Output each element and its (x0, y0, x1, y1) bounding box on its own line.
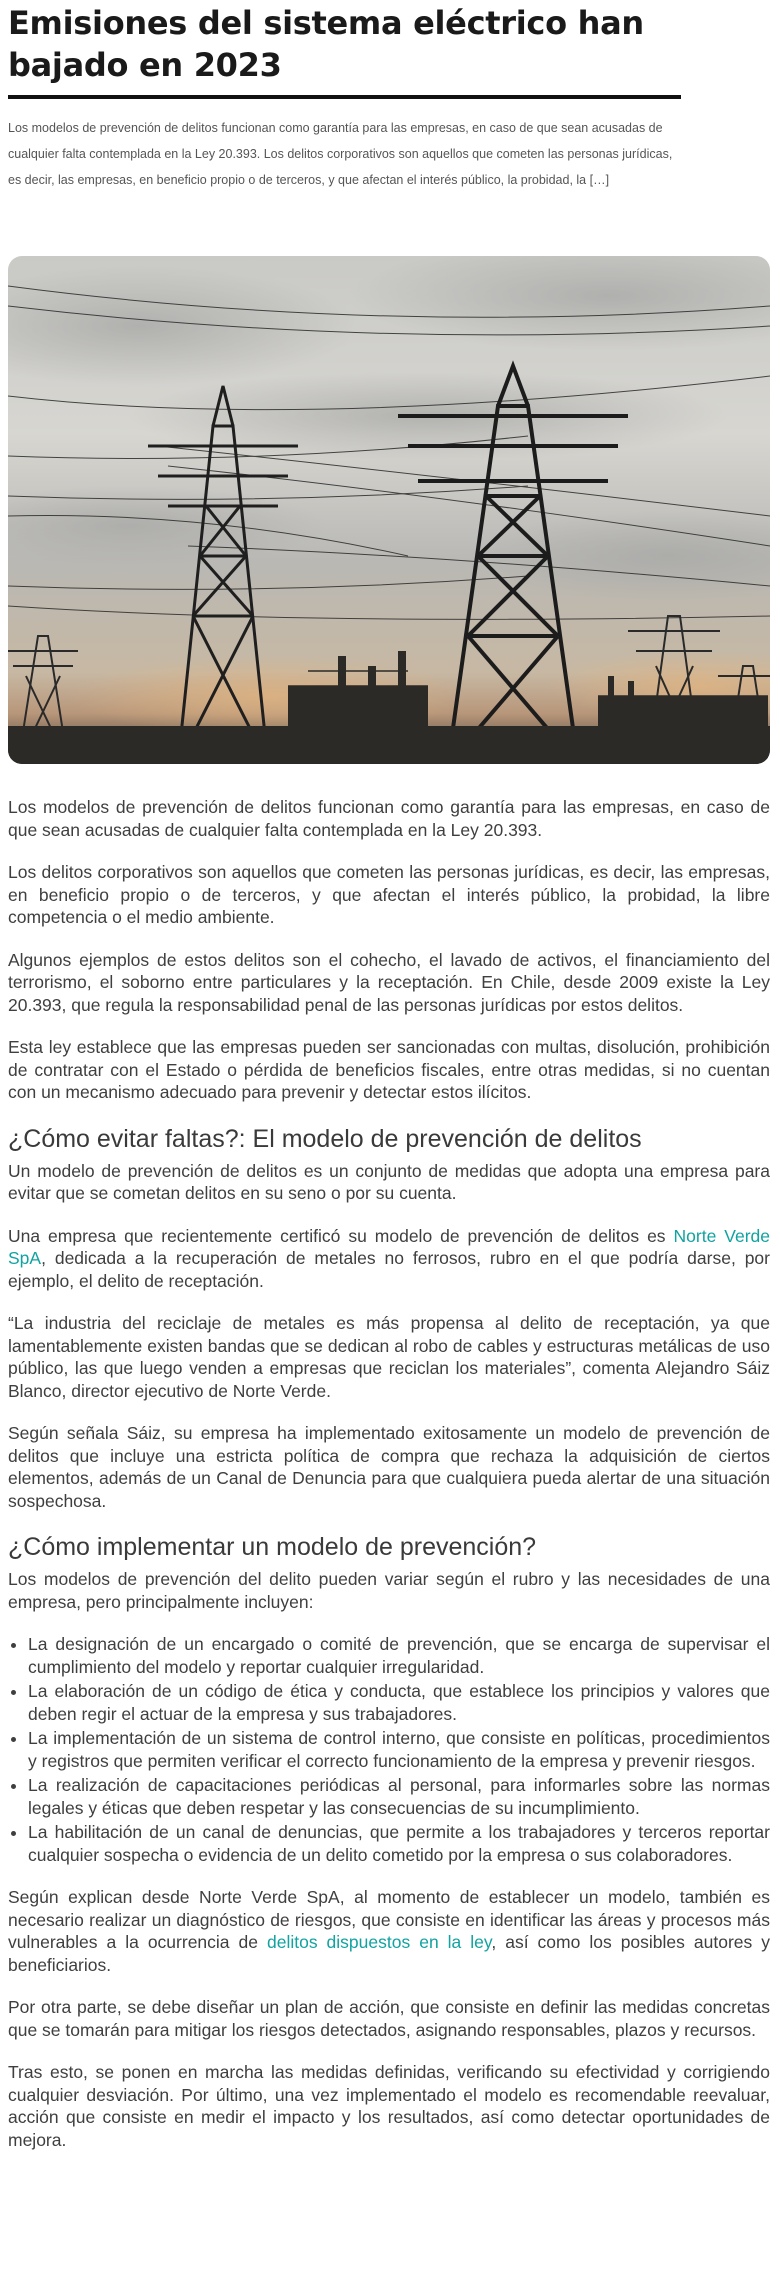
measures-list (8, 1633, 770, 1866)
article-body (8, 796, 770, 2171)
paragraph: Esta ley establece que las empresas pueden ser sancionadas con multas, disolución, prohibición de contratar con el Estado o pérdida de beneficios fiscales, entre otras medidas, si no cuentan con un mecanismo adecuado para prevenir y detectar estos ilícitos. (8, 1037, 770, 1102)
paragraph: Los modelos de prevención del delito pueden variar según el rubro y las necesidades de una empresa, pero principalmente incluyen: (8, 1569, 770, 1612)
paragraph: Un modelo de prevención de delitos es un conjunto de medidas que adopta una empresa para evitar que se cometan delitos en su seno o por su cuenta. (8, 1160, 770, 1203)
list-item: • La implementación de un sistema de control interno, que consiste en políticas, procedimientos y registros que permiten verificar el correcto funcionamiento de la empresa y prevenir riesgos. (28, 1727, 770, 1772)
quote-paragraph: “La industria del reciclaje de metales es más propensa al delito de receptación, ya que lamentablemente existen bandas que se dedican al robo de cables y estructuras metálicas de uso público, las que luego venden a empresas que reciclan los materiales”, comenta Alejandro Sáiz Blanco, director ejecutivo de Norte Verde. (8, 1313, 770, 1401)
paragraph-text: Una empresa que recientemente certificó su modelo de prevención de delitos es (8, 1225, 674, 1246)
hero-image (8, 256, 770, 764)
delitos-ley-link[interactable]: delitos dispuestos en la ley (266, 1932, 492, 1952)
list-item: • La elaboración de un código de ética y conducta, que establece los principios y valores que deben regir el actuar de la empresa y sus trabajadores. (28, 1680, 770, 1725)
paragraph-text: , así como los posibles autores y beneficiarios. (8, 1932, 770, 1975)
norte-verde-link[interactable]: Norte Verde SpA (8, 1225, 770, 1268)
list-item: • La habilitación de un canal de denuncias, que permite a los trabajadores y terceros reportar cualquier sospecha o evidencia de un delito cometido por la empresa o sus colaboradores. (28, 1821, 770, 1866)
article-title: Emisiones del sistema eléctrico han bajado en 2023 (8, 4, 644, 84)
paragraph: Los delitos corporativos son aquellos que cometen las personas jurídicas, es decir, las empresas, en beneficio propio o de terceros, y que afectan el interés público, la probidad, la libre competencia o el medio ambiente. (8, 862, 770, 927)
paragraph (8, 1225, 770, 1293)
article (8, 0, 770, 2150)
title-divider (8, 95, 681, 99)
list-item: • La designación de un encargado o comité de prevención, que se encarga de supervisar el cumplimiento del modelo y reportar cualquier irregularidad. (28, 1633, 770, 1678)
section-heading: ¿Cómo implementar un modelo de prevención? (8, 1533, 537, 1561)
paragraph (8, 1886, 770, 1976)
paragraph: Algunos ejemplos de estos delitos son el cohecho, el lavado de activos, el financiamiento del terrorismo, el soborno entre particulares y la receptación. En Chile, desde 2009 existe la Ley 20.393, que regula la responsabilidad penal de las personas jurídicas por estos delitos. (8, 949, 770, 1015)
paragraph: Según señala Sáiz, su empresa ha implementado exitosamente un modelo de prevención de delitos que incluye una estricta política de compra que rechaza la adquisición de ciertos elementos, además de un Canal de Denuncia para que cualquiera pueda alertar de una situación sospechosa. (8, 1423, 770, 1511)
section-heading: ¿Cómo evitar faltas?: El modelo de prevención de delitos (8, 1124, 642, 1153)
article-excerpt: Los modelos de prevención de delitos funcionan como garantía para las empresas, en caso de que sean acusadas de cualquier falta contemplada en la Ley 20.393. Los delitos corporativos son aquellos que cometen las personas jurídicas, es decir, las empresas, en beneficio propio o de terceros, y que afectan el interés público, la probidad, la […] (8, 121, 673, 187)
paragraph: Los modelos de prevención de delitos funcionan como garantía para las empresas, en caso de que sean acusadas de cualquier falta contemplada en la Ley 20.393. (8, 797, 770, 840)
paragraph-text: , dedicada a la recuperación de metales no ferrosos, rubro en el que podría darse, por ejemplo, el delito de receptación. (8, 1248, 770, 1291)
list-item: • La realización de capacitaciones periódicas al personal, para informarles sobre las normas legales y éticas que deben respetar y las consecuencias de su incumplimiento. (28, 1774, 770, 1819)
paragraph-text: Según explican desde Norte Verde SpA, al momento de establecer un modelo, también es necesario realizar un diagnóstico de riesgos, que consiste en identificar las áreas y procesos más vulnerables a la ocurrencia de (8, 1887, 770, 1952)
paragraph: Por otra parte, se debe diseñar un plan de acción, que consiste en definir las medidas concretas que se tomarán para mitigar los riesgos detectados, asignando responsables, plazos y recursos. (8, 1997, 770, 2040)
paragraph: Tras esto, se ponen en marcha las medidas definidas, verificando su efectividad y corrigiendo cualquier desviación. Por último, una vez implementado el modelo es recomendable reevaluar, acción que consiste en medir el impacto y los resultados, así como detectar oportunidades de mejora. (8, 2062, 770, 2150)
